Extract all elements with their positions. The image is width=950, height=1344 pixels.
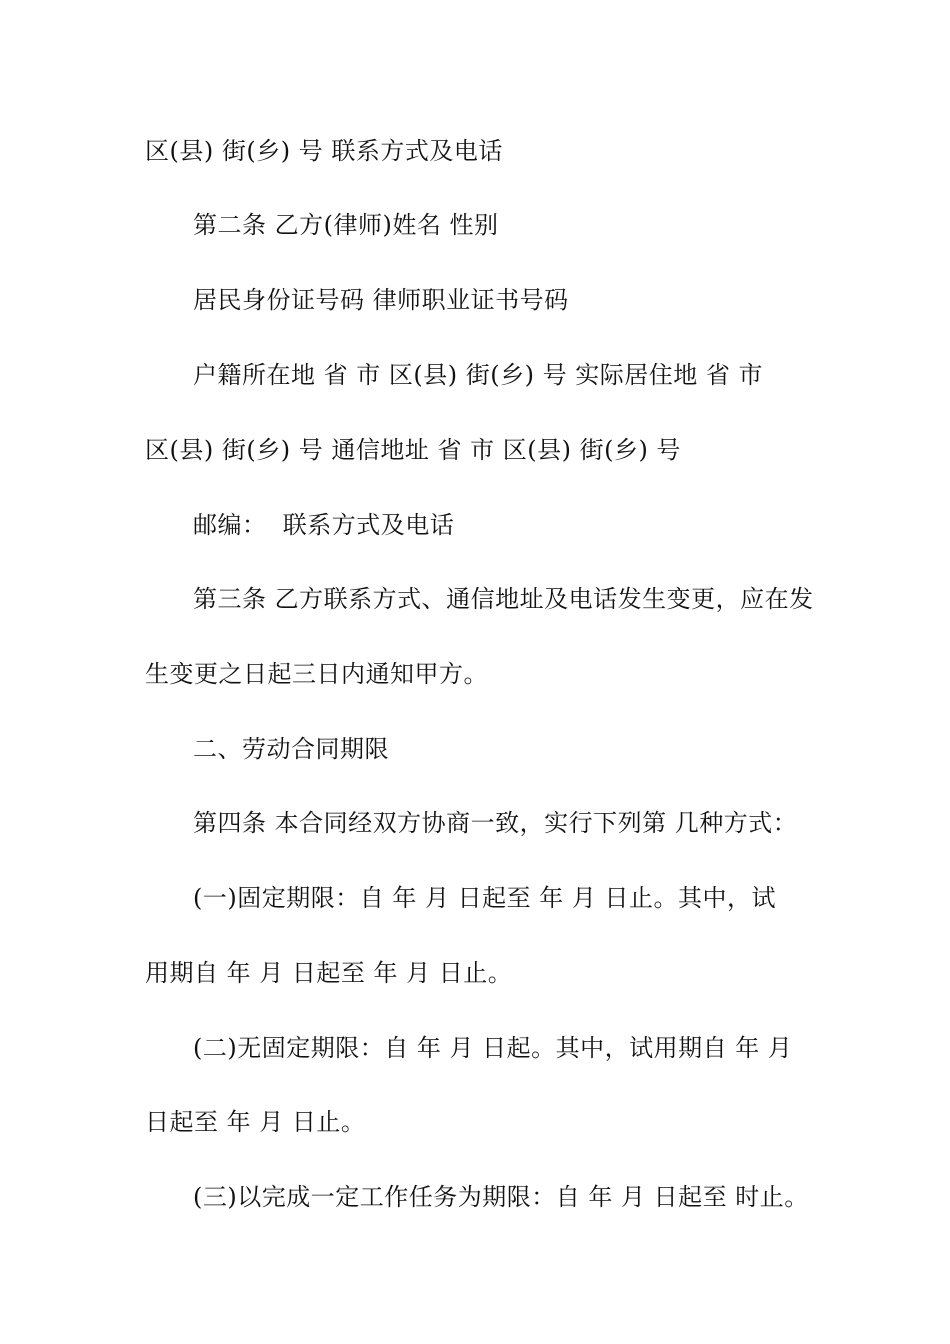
text-line-14: 日起至 年 月 日止。: [145, 1108, 366, 1136]
text-line-13: (二)无固定期限：自 年 月 日起。其中，试用期自 年 月: [193, 1034, 793, 1062]
text-line-12: 用期自 年 月 日起至 年 月 日止。: [145, 959, 513, 987]
text-line-10: 第四条 本合同经双方协商一致，实行下列第 几种方式：: [193, 809, 798, 837]
text-line-15: (三)以完成一定工作任务为期限：自 年 月 日起至 时止。: [193, 1183, 809, 1211]
text-line-3: 居民身份证号码 律师职业证书号码: [193, 286, 569, 314]
text-line-4: 户籍所在地 省 市 区(县) 街(乡) 号 实际居住地 省 市: [193, 361, 763, 389]
text-line-5: 区(县) 街(乡) 号 通信地址 省 市 区(县) 街(乡) 号: [145, 436, 681, 464]
text-line-11: (一)固定期限：自 年 月 日起至 年 月 日止。其中，试: [193, 884, 776, 912]
section-heading: 二、劳动合同期限: [193, 735, 389, 763]
text-line-8: 生变更之日起三日内通知甲方。: [145, 660, 488, 688]
text-line-6: 邮编： 联系方式及电话: [193, 511, 455, 539]
text-line-1: 区(县) 街(乡) 号 联系方式及电话: [145, 137, 503, 165]
text-line-7: 第三条 乙方联系方式、通信地址及电话发生变更，应在发: [193, 585, 814, 613]
text-line-2: 第二条 乙方(律师)姓名 性别: [193, 211, 499, 239]
